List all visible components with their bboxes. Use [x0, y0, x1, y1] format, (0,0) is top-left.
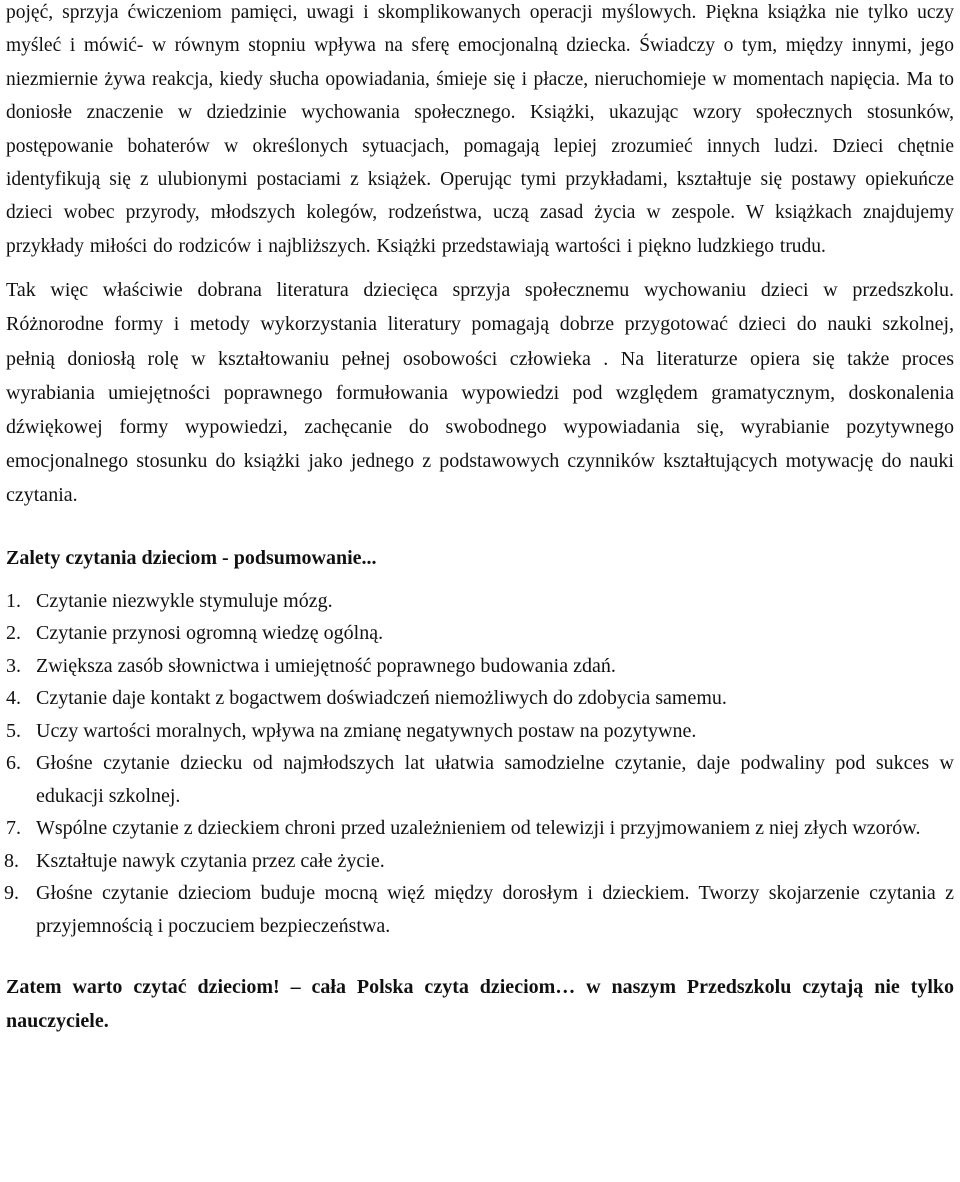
list-item-text: Czytanie niezwykle stymuluje mózg.: [36, 589, 333, 612]
list-item-number: 6.: [6, 752, 21, 775]
closing-statement: Zatem warto czytać dzieciom! – cała Polska czyta dzieciom… w naszym Przedszkolu czytają nie tylko nauczyciele.: [6, 976, 954, 1033]
list-item: [6, 877, 954, 942]
document-page: [6, 0, 954, 1038]
list-item-number: 4.: [6, 687, 21, 710]
list-item: [6, 650, 954, 683]
list-item-number: 5.: [6, 719, 21, 742]
list-item: [6, 747, 954, 812]
list-item-text: Zwiększa zasób słownictwa i umiejętność poprawnego budowania zdań.: [36, 654, 616, 677]
list-item-text: Czytanie przynosi ogromną wiedzę ogólną.: [36, 622, 384, 645]
list-item-number: 3.: [6, 654, 21, 677]
list-item-text: Wspólne czytanie z dzieckiem chroni przed uzależnieniem od telewizji i przyjmowaniem z niej złych wzorów.: [36, 817, 921, 840]
list-item: [6, 585, 954, 618]
list-item: [6, 617, 954, 650]
list-item-text: Głośne czytanie dzieciom buduje mocną więź między dorosłym i dzieckiem. Tworzy skojarzenie czytania z przyjemnością i poczuciem bezpieczeństwa.: [36, 882, 954, 937]
summary-heading: Zalety czytania dzieciom - podsumowanie...: [6, 546, 377, 569]
list-item: [6, 812, 954, 845]
list-item-number: 2.: [6, 622, 21, 645]
list-item: [6, 715, 954, 748]
list-item-number: 1.: [6, 589, 21, 612]
body-paragraph-1: pojęć, sprzyja ćwiczeniom pamięci, uwagi i skomplikowanych operacji myślowych. Piękna książka nie tylko uczy myśleć i mówić- w równym stopniu wpływa na sferę emocjonalną dziecka. Świadczy o tym, między innymi, jego niezmiernie żywa reakcja, kiedy słucha opowiadania, śmieje się i płacze, nieruchomieje w momentach napięcia. Ma to doniosłe znaczenie w dziedzinie wychowania społecznego. Książki, ukazując wzory społecznych stosunków, postępowanie bohaterów w określonych sytuacjach, pomagają lepiej zrozumieć innych ludzi. Dzieci chętnie identyfikują się z ulubionymi postaciami z książek. Operując tymi przykładami, kształtuje się postawy opiekuńcze dzieci wobec przyrody, młodszych kolegów, rodzeństwa, uczą zasad życia w zespole. W książkach znajdujemy przykłady miłości do rodziców i najbliższych. Książki przedstawiają wartości i piękno ludzkiego trudu.: [6, 2, 954, 257]
list-item-text: Uczy wartości moralnych, wpływa na zmianę negatywnych postaw na pozytywne.: [36, 719, 697, 742]
summary-list: [6, 585, 954, 943]
list-item: [6, 845, 954, 878]
list-item-text: Czytanie daje kontakt z bogactwem doświadczeń niemożliwych do zdobycia samemu.: [36, 687, 727, 710]
list-item: [6, 682, 954, 715]
body-paragraph-2: Tak więc właściwie dobrana literatura dziecięca sprzyja społecznemu wychowaniu dzieci w przedszkolu. Różnorodne formy i metody wykorzystania literatury pomagają dobrze przygotować dzieci do nauki szkolnej, pełnią doniosłą rolę w kształtowaniu pełnej osobowości człowieka . Na literaturze opiera się także proces wyrabiania umiejętności poprawnego formułowania wypowiedzi pod względem gramatycznym, doskonalenia dźwiękowej formy wypowiedzi, zachęcanie do swobodnego wypowiadania się, wyrabianie pozytywnego emocjonalnego stosunku do książki jako jednego z podstawowych czynników kształtujących motywację do nauki czytania.: [6, 279, 954, 507]
list-item-number: 9.: [4, 882, 19, 905]
list-item-number: 8.: [4, 849, 19, 872]
list-item-text: Kształtuje nawyk czytania przez całe życie.: [36, 849, 385, 872]
list-item-number: 7.: [6, 817, 21, 840]
list-item-text: Głośne czytanie dziecku od najmłodszych lat ułatwia samodzielne czytanie, daje podwaliny pod sukces w edukacji szkolnej.: [36, 752, 954, 807]
